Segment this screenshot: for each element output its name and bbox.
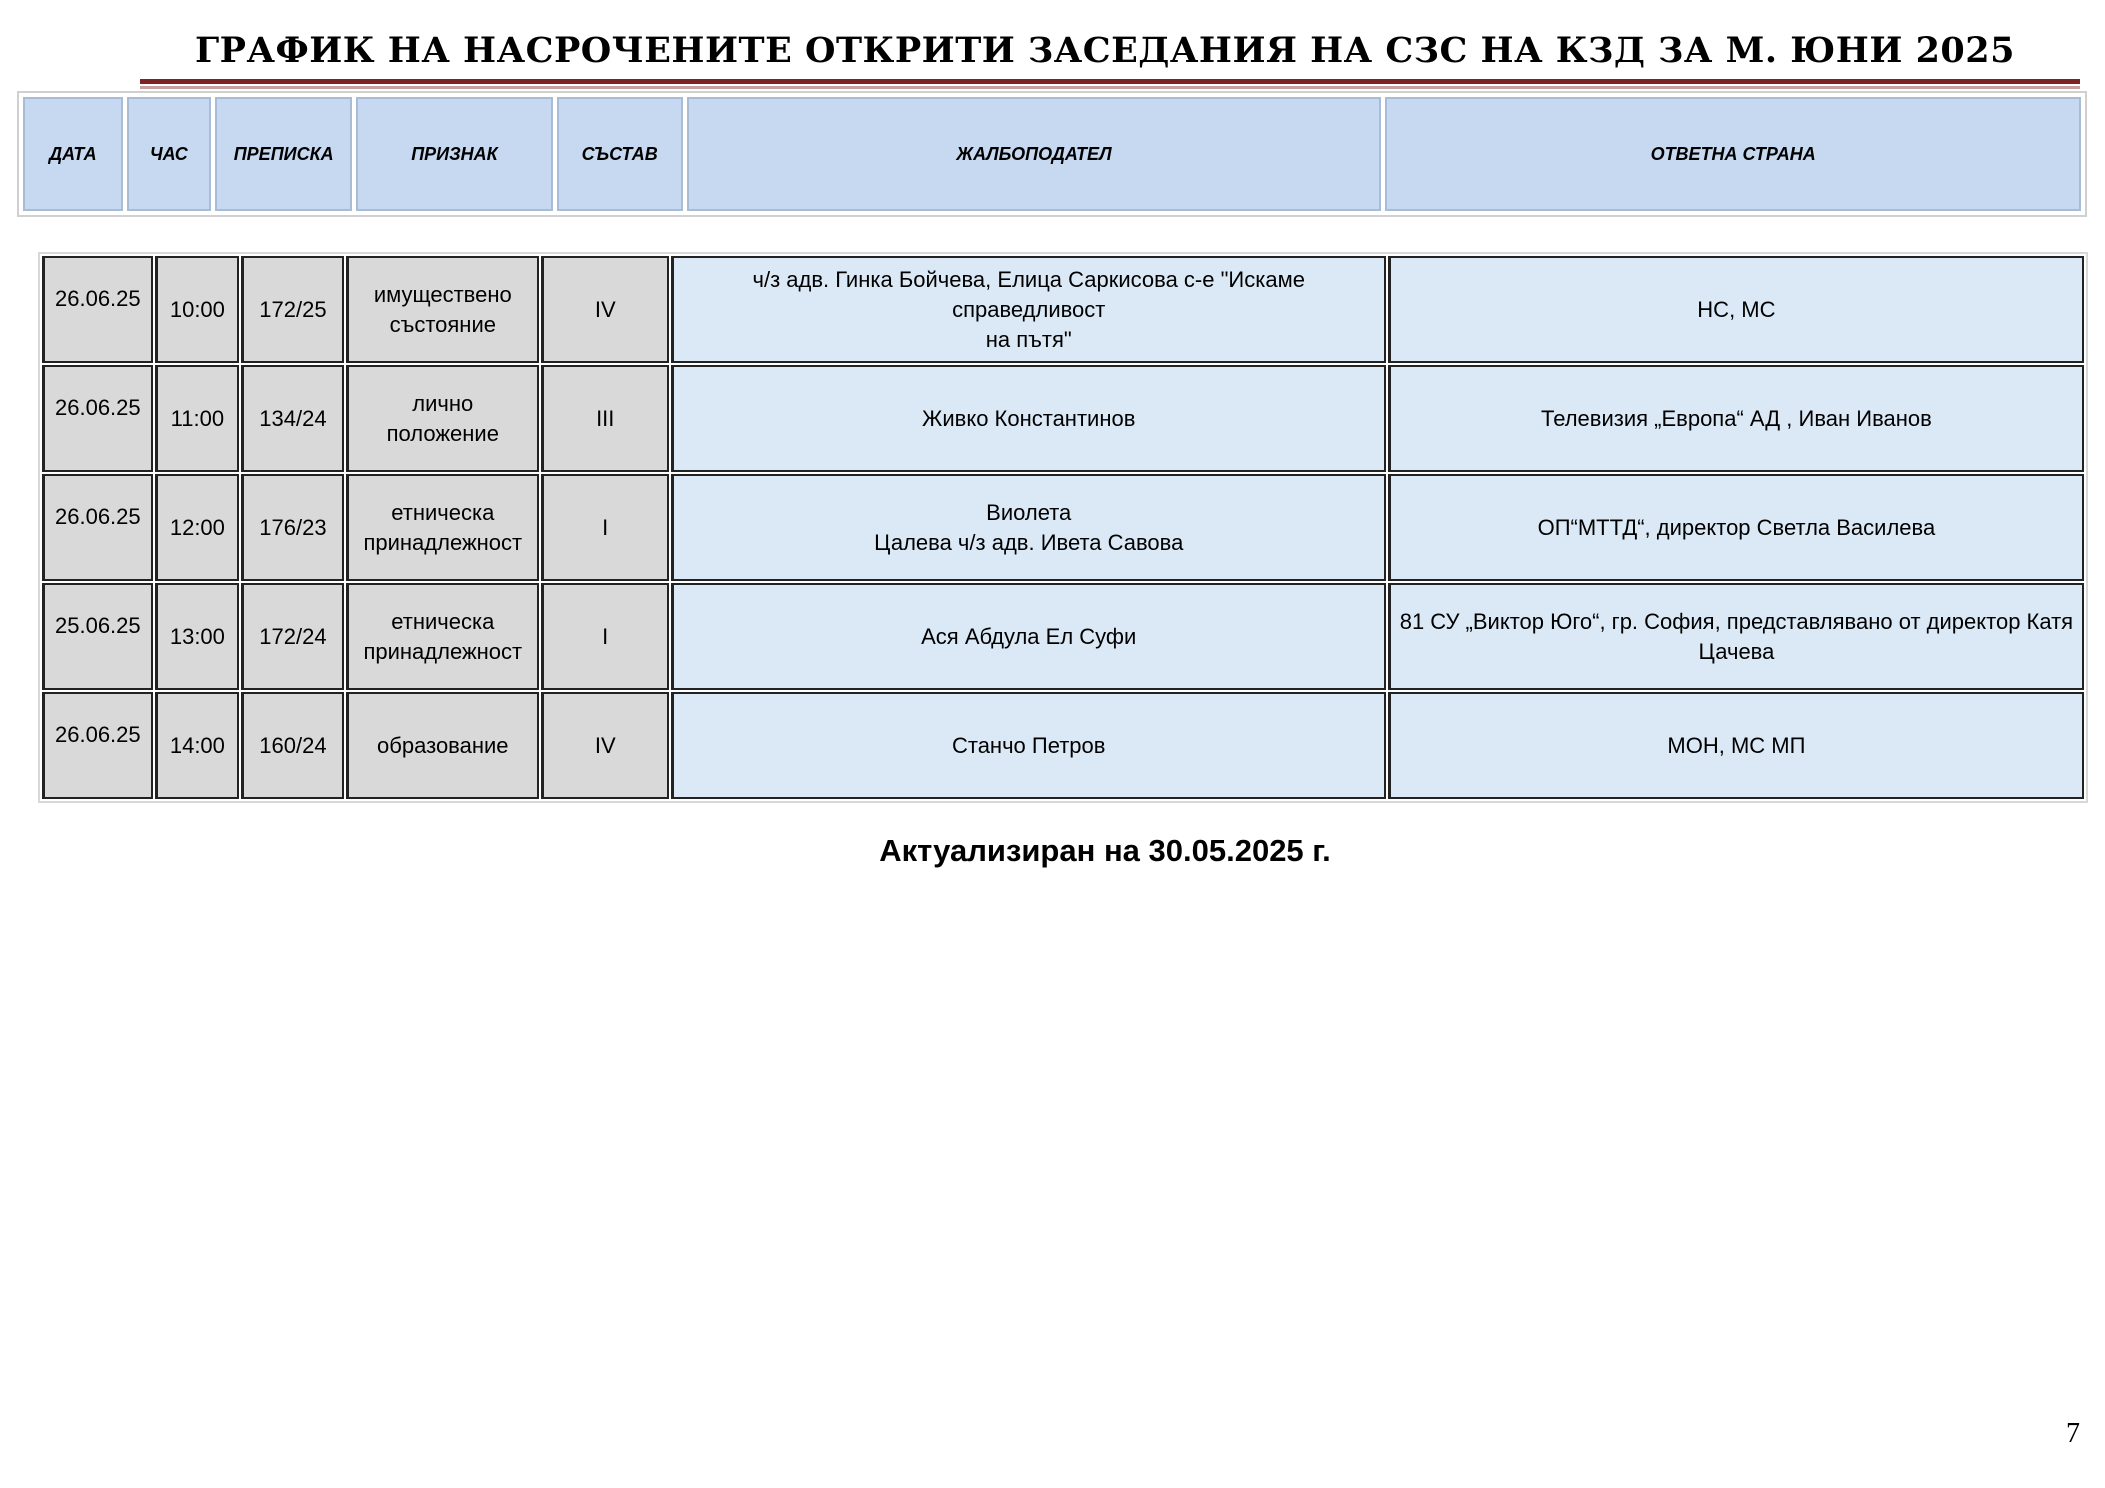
- updated-note: Актуализиран на 30.05.2025 г.: [879, 833, 1331, 868]
- cell-line: етническа: [391, 608, 495, 634]
- header-table: [17, 91, 2087, 217]
- header-complainant: ЖАЛБОПОДАТЕЛ: [687, 97, 1382, 211]
- cell-panel: III: [541, 365, 669, 472]
- header-ground: ПРИЗНАК: [356, 97, 552, 211]
- cell-date: 26.06.25: [42, 365, 153, 472]
- cell-case: 172/24: [241, 583, 344, 690]
- cell-time: 10:00: [155, 256, 239, 363]
- cell-line: лично: [412, 390, 474, 416]
- cell-line: Цалева ч/з адв. Ивета Савова: [874, 529, 1184, 555]
- cell-complainant: [671, 583, 1386, 690]
- cell-case: 172/25: [241, 256, 344, 363]
- cell-date: 26.06.25: [42, 256, 153, 363]
- header-time: ЧАС: [127, 97, 211, 211]
- cell-ground: [346, 583, 539, 690]
- cell-line: състояние: [389, 311, 496, 337]
- cell-complainant: [671, 474, 1386, 581]
- cell-line: Живко Константинов: [922, 405, 1136, 431]
- cell-panel: I: [541, 474, 669, 581]
- cell-line: принадлежност: [363, 529, 523, 555]
- cell-panel: IV: [541, 692, 669, 799]
- cell-respondent: [1388, 692, 2084, 799]
- table-row: [42, 256, 2084, 363]
- cell-ground: [346, 474, 539, 581]
- table-row: [42, 365, 2084, 472]
- cell-complainant: [671, 365, 1386, 472]
- cell-respondent: [1388, 474, 2084, 581]
- page-title: ГРАФИК НА НАСРОЧЕНИТЕ ОТКРИТИ ЗАСЕДАНИЯ НА СЗС НА КЗД ЗА М. ЮНИ 2025: [195, 30, 2015, 71]
- cell-line: 81 СУ „Виктор Юго“, гр. София, представлявано от директор Катя: [1399, 608, 2074, 634]
- header-row: [23, 97, 2081, 211]
- cell-case: 160/24: [241, 692, 344, 799]
- cell-line: Виолета: [986, 499, 1072, 525]
- cell-line: положение: [386, 420, 499, 446]
- cell-case: 134/24: [241, 365, 344, 472]
- cell-panel: IV: [541, 256, 669, 363]
- cell-ground: [346, 256, 539, 363]
- cell-ground: [346, 692, 539, 799]
- cell-time: 14:00: [155, 692, 239, 799]
- cell-time: 11:00: [155, 365, 239, 472]
- cell-date: 26.06.25: [42, 474, 153, 581]
- cell-line: Станчо Петров: [951, 732, 1106, 758]
- cell-line: НС, МС: [1697, 296, 1776, 322]
- cell-date: 25.06.25: [42, 583, 153, 690]
- cell-line: МОН, МС МП: [1667, 732, 1806, 758]
- cell-line: етническа: [391, 499, 495, 525]
- cell-respondent: [1388, 256, 2084, 363]
- cell-line: Ася Абдула Ел Суфи: [921, 623, 1137, 649]
- cell-line: ОП“МТТД“, директор Светла Василева: [1537, 514, 1936, 540]
- cell-time: 13:00: [155, 583, 239, 690]
- table-row: [42, 474, 2084, 581]
- cell-panel: I: [541, 583, 669, 690]
- cell-ground: [346, 365, 539, 472]
- cell-respondent: [1388, 365, 2084, 472]
- cell-line: ч/з адв. Гинка Бойчева, Елица Саркисова с-е "Искаме справедливост: [752, 266, 1305, 322]
- cell-line: принадлежност: [363, 638, 523, 664]
- cell-line: на пътя": [985, 326, 1072, 352]
- cell-date: 26.06.25: [42, 692, 153, 799]
- title-underline-shadow: [140, 86, 2080, 89]
- cell-line: Цачева: [1698, 638, 1775, 664]
- cell-respondent: [1388, 583, 2084, 690]
- table-row: [42, 583, 2084, 690]
- header-case: ПРЕПИСКА: [215, 97, 352, 211]
- page-number: 7: [2066, 1418, 2080, 1449]
- cell-complainant: [671, 692, 1386, 799]
- hearings-table: [38, 252, 2088, 803]
- header-panel: СЪСТАВ: [557, 97, 683, 211]
- cell-complainant: [671, 256, 1386, 363]
- cell-line: образование: [377, 732, 509, 758]
- header-respondent: ОТВЕТНА СТРАНА: [1385, 97, 2081, 211]
- cell-time: 12:00: [155, 474, 239, 581]
- table-row: [42, 692, 2084, 799]
- cell-line: Телевизия „Европа“ АД , Иван Иванов: [1540, 405, 1932, 431]
- title-underline: [140, 79, 2080, 84]
- cell-case: 176/23: [241, 474, 344, 581]
- header-date: ДАТА: [23, 97, 123, 211]
- cell-line: имуществено: [373, 281, 512, 307]
